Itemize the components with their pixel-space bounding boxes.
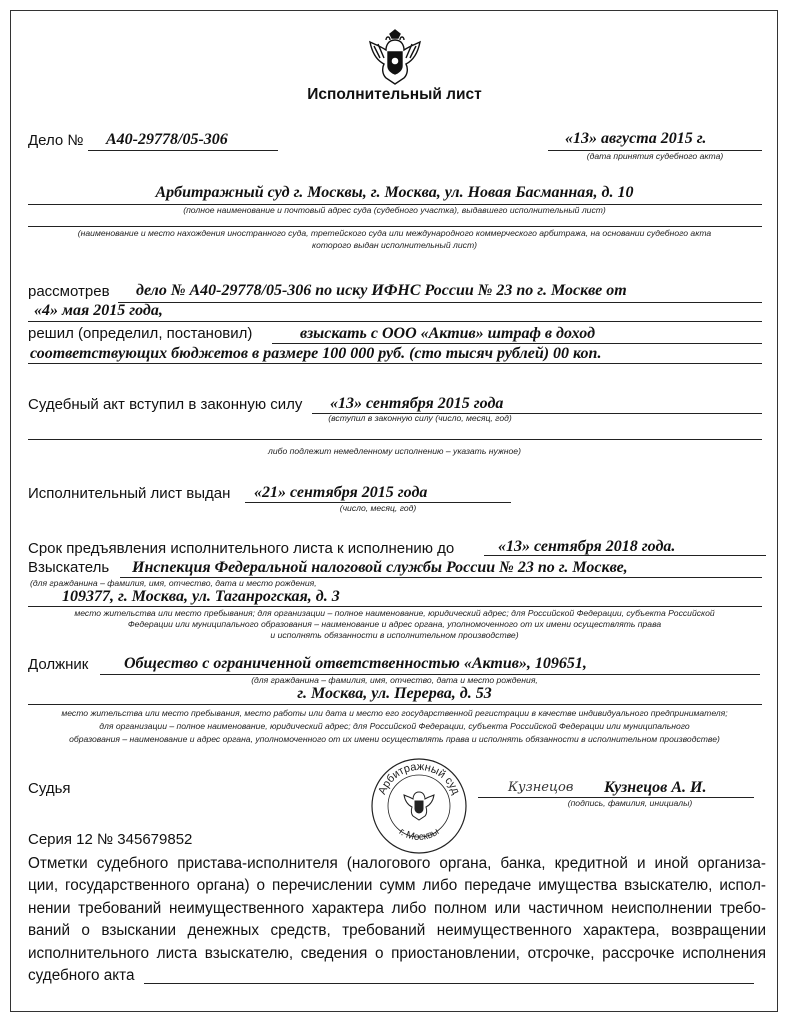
- decision-line-2: [28, 363, 762, 364]
- effect-date: «13» сентября 2015 года: [330, 395, 504, 412]
- claimant-label: Взыскатель: [28, 559, 110, 576]
- debtor-caption-3: для организации – полное наименование, юридический адрес; для Российской Федерации, субъекта Российской Федерации или муниципального: [99, 721, 690, 731]
- judge-name: Кузнецов А. И.: [604, 779, 707, 796]
- term-line: [484, 555, 766, 556]
- notes-line-4: ваний о взыскании денежных средств, требований неимущественного характера, возвращении: [28, 922, 766, 940]
- decision-line-1: [272, 343, 762, 344]
- term-date: «13» сентября 2018 года.: [498, 538, 676, 555]
- decision-text-1: взыскать с ООО «Актив» штраф в доход: [300, 325, 595, 342]
- case-number-line: [88, 150, 278, 151]
- series-number: Серия 12 № 345679852: [28, 831, 193, 848]
- document-title: Исполнительный лист: [307, 86, 482, 103]
- debtor-caption-2: место жительства или место пребывания, место работы или дата и место его государственной регистрации в качестве индивидуального предпринимателя;: [61, 708, 728, 718]
- bailiff-notes: [28, 853, 766, 987]
- russian-coat-of-arms-icon: [366, 28, 424, 86]
- consideration-text-1: дело № А40-29778/05-306 по иску ИФНС России № 23 по г. Москве от: [136, 282, 627, 299]
- svg-text:Арбитражный суд: [376, 761, 462, 797]
- effect-caption: (вступил в законную силу (число, месяц, год): [328, 413, 512, 423]
- debtor-line-2: [28, 704, 762, 705]
- case-number: А40-29778/05-306: [106, 131, 228, 148]
- court-name: Арбитражный суд г. Москвы, г. Москва, ул. Новая Басманная, д. 10: [155, 184, 634, 201]
- claimant-name: Инспекция Федеральной налоговой службы России № 23 по г. Москве,: [132, 559, 628, 576]
- claimant-caption-3: Федерации или муниципального образования – наименование и адрес органа, уполномоченного от их имени осуществлять права: [127, 619, 662, 629]
- case-label: Дело №: [28, 132, 84, 149]
- immediate-caption: либо подлежит немедленному исполнению – указать нужное): [268, 446, 521, 456]
- debtor-label: Должник: [28, 656, 89, 673]
- consideration-label: рассмотрев: [28, 283, 110, 300]
- svg-text:г. Москвы: [397, 826, 441, 843]
- seal-top-text: Арбитражный суд: [376, 760, 462, 797]
- debtor-address: г. Москва, ул. Перерва, д. 53: [297, 685, 492, 702]
- consideration-line-2: [28, 321, 762, 322]
- foreign-court-caption-1: (наименование и место нахождения иностранного суда, третейского суда или международного коммерческого арбитража, на основании судебного акта: [77, 228, 712, 238]
- consideration-line-1: [118, 302, 762, 303]
- decision-label: решил (определил, постановил): [28, 325, 253, 342]
- claimant-caption-4: и исполнять обязанности в исполнительном производстве): [270, 630, 519, 640]
- seal-bottom-text: г. Москвы: [396, 826, 442, 844]
- seal-eagle-icon: [404, 792, 434, 820]
- notes-line-2: ции, государственного органа) о перечислении сумм либо передаче имущества взыскателю, испол-: [28, 877, 766, 895]
- notes-fill-line: [144, 983, 754, 984]
- foreign-court-line: [28, 226, 762, 227]
- decision-date-caption: (дата принятия судебного акта): [586, 151, 724, 161]
- claimant-address: 109377, г. Москва, ул. Таганрогская, д. 3: [62, 588, 340, 605]
- notes-line-6: судебного акта: [28, 967, 135, 985]
- claimant-line-2: [28, 606, 762, 607]
- notes-last-row: [28, 965, 766, 987]
- issued-date: «21» сентября 2015 года: [254, 484, 428, 501]
- debtor-name: Общество с ограниченной ответственностью «Актив», 109651,: [124, 655, 587, 672]
- claimant-caption-1: (для гражданина – фамилия, имя, отчество, дата и место рождения,: [30, 578, 317, 588]
- claimant-caption-2: место жительства или место пребывания; для организации – полное наименование, юридический адрес; для Российской Федерации, субъекта Российской: [74, 608, 715, 618]
- issued-label: Исполнительный лист выдан: [28, 485, 231, 502]
- notes-line-5: исполнительного листа взыскателю, сведения о приостановлении, отсрочке, рассрочке исполнения: [28, 944, 766, 962]
- decision-date: «13» августа 2015 г.: [565, 130, 707, 147]
- court-seal: [370, 757, 468, 855]
- immediate-line: [28, 439, 762, 440]
- judge-caption: (подпись, фамилия, инициалы): [567, 798, 693, 808]
- issued-caption: (число, месяц, год): [339, 503, 417, 513]
- judge-label: Судья: [28, 780, 71, 797]
- debtor-caption-1: (для гражданина – фамилия, имя, отчество, дата и место рождения,: [251, 675, 538, 685]
- effect-label: Судебный акт вступил в законную силу: [28, 396, 303, 413]
- judge-signature: Кузнецов: [508, 780, 574, 795]
- decision-text-2: соответствующих бюджетов в размере 100 000 руб. (сто тысяч рублей) 00 коп.: [30, 345, 602, 362]
- notes-line-1: Отметки судебного пристава-исполнителя (налогового органа, банка, кредитной и иной организа-: [28, 855, 766, 872]
- court-caption: (полное наименование и почтовый адрес суда (судебного участка), выдавшего исполнительный лист): [183, 205, 606, 215]
- notes-line-3: нении требований неимущественного характера либо полном или частичном неисполнении требо-: [28, 899, 766, 917]
- consideration-text-2: «4» мая 2015 года,: [34, 302, 163, 319]
- foreign-court-caption-2: которого выдан исполнительный лист): [312, 240, 477, 250]
- debtor-caption-4: образования – наименование и адрес органа, уполномоченного от их имени осуществлять права и исполнять обязанности в исполнительном производстве): [69, 734, 720, 744]
- term-label: Срок предъявления исполнительного листа к исполнению до: [28, 540, 455, 557]
